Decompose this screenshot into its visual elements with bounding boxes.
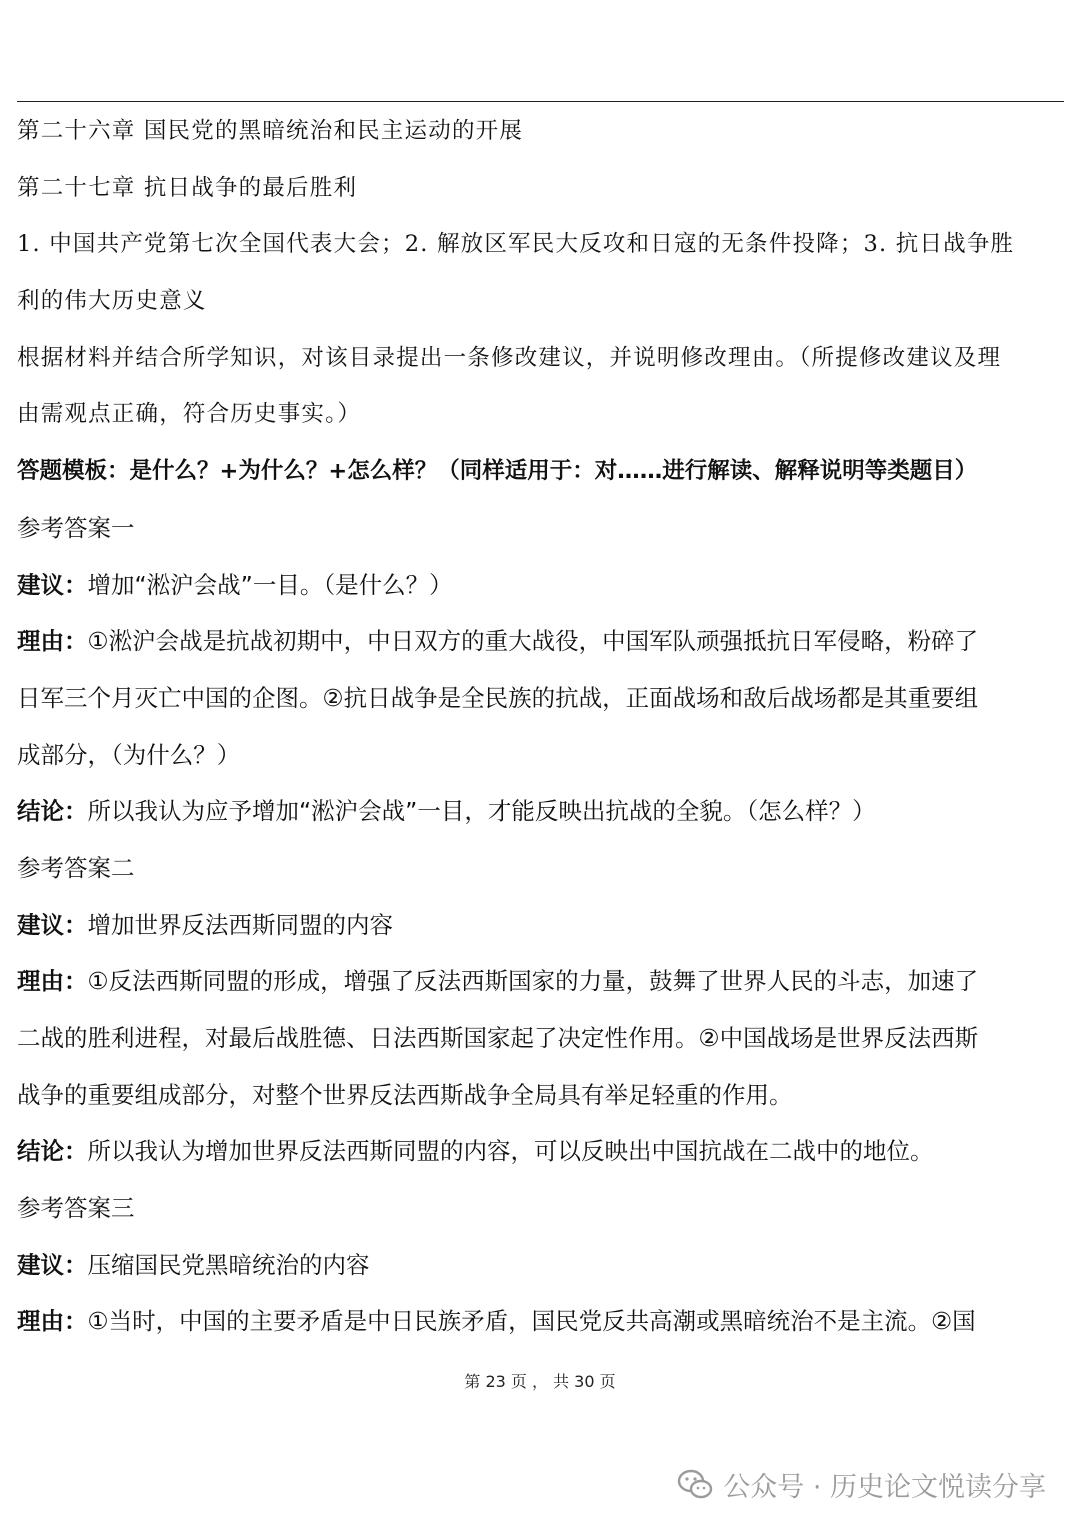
chapter-27-sections-line: 1. 中国共产党第七次全国代表大会；2. 解放区军民大反攻和日寇的无条件投降；3. 抗日战争胜 (17, 231, 1015, 258)
header-rule (17, 101, 1064, 102)
answer-2-suggestion: 建议：增加世界反法西斯同盟的内容 (17, 910, 393, 939)
page-number-footer: 第 23 页 ， 共 30 页 (464, 1372, 616, 1391)
suggestion-label: 建议： (17, 1250, 88, 1279)
answer-1-reason-cont-2: 成部分，（为什么？） (17, 740, 241, 769)
answer-3-reason: 理由：①当时，中国的主要矛盾是中日民族矛盾，国民党反共高潮或黑暗统治不是主流。②国 (17, 1307, 976, 1336)
reason-label: 理由： (17, 967, 88, 996)
reason-label: 理由： (17, 627, 88, 656)
reason-label: 理由： (17, 1307, 88, 1336)
suggestion-label: 建议： (17, 570, 88, 599)
chapter-27-line: 第二十七章 抗日战争的最后胜利 (17, 174, 358, 201)
watermark-text: 公众号 · 历史论文悦读分享 (723, 1471, 1046, 1503)
answer-2-reason: 理由：①反法西斯同盟的形成，增强了反法西斯国家的力量，鼓舞了世界人民的斗志，加速了 (17, 967, 979, 996)
question-line: 根据材料并结合所学知识，对该目录提出一条修改建议，并说明修改理由。（所提修改建议及理 (17, 344, 1002, 371)
chapter-26-line: 第二十六章 国民党的黑暗统治和民主运动的开展 (17, 118, 524, 144)
wechat-icon (677, 1468, 713, 1500)
chapter-27-sections-cont: 利的伟大历史意义 (17, 288, 207, 315)
answer-3-suggestion: 建议：压缩国民党黑暗统治的内容 (17, 1250, 370, 1279)
suggestion-label: 建议： (17, 910, 88, 939)
answer-1-reason-cont: 日军三个月灭亡中国的企图。②抗日战争是全民族的抗战，正面战场和敌后战场都是其重要组 (17, 683, 979, 712)
question-line-cont: 由需观点正确，符合历史事实。） (17, 401, 362, 428)
answer-template: 答题模板：是什么？+为什么？+怎么样？（同样适用于：对……进行解读、解释说明等类题目） (17, 458, 978, 485)
answer-2-reason-cont-2: 战争的重要组成部分，对整个世界反法西斯战争全局具有举足轻重的作用。 (17, 1080, 793, 1109)
conclusion-label: 结论： (17, 1137, 88, 1166)
reference-answer-3-title: 参考答案三 (17, 1194, 135, 1223)
watermark (677, 1462, 1046, 1506)
answer-1-reason: 理由：①淞沪会战是抗战初期中，中日双方的重大战役，中国军队顽强抵抗日军侵略，粉碎了 (17, 627, 979, 656)
reference-answer-1-title: 参考答案一 (17, 513, 135, 542)
document-body (17, 103, 1067, 1350)
answer-1-conclusion: 结论：所以我认为应予增加“淞沪会战”一目，才能反映出抗战的全貌。（怎么样？） (17, 797, 876, 826)
answer-2-reason-cont: 二战的胜利进程，对最后战胜德、日法西斯国家起了决定性作用。②中国战场是世界反法西斯 (17, 1024, 979, 1052)
conclusion-label: 结论： (17, 797, 88, 826)
answer-2-conclusion: 结论：所以我认为增加世界反法西斯同盟的内容，可以反映出中国抗战在二战中的地位。 (17, 1137, 934, 1166)
answer-1-suggestion: 建议：增加“淞沪会战”一目。（是什么？） (17, 570, 453, 599)
reference-answer-2-title: 参考答案二 (17, 853, 135, 882)
